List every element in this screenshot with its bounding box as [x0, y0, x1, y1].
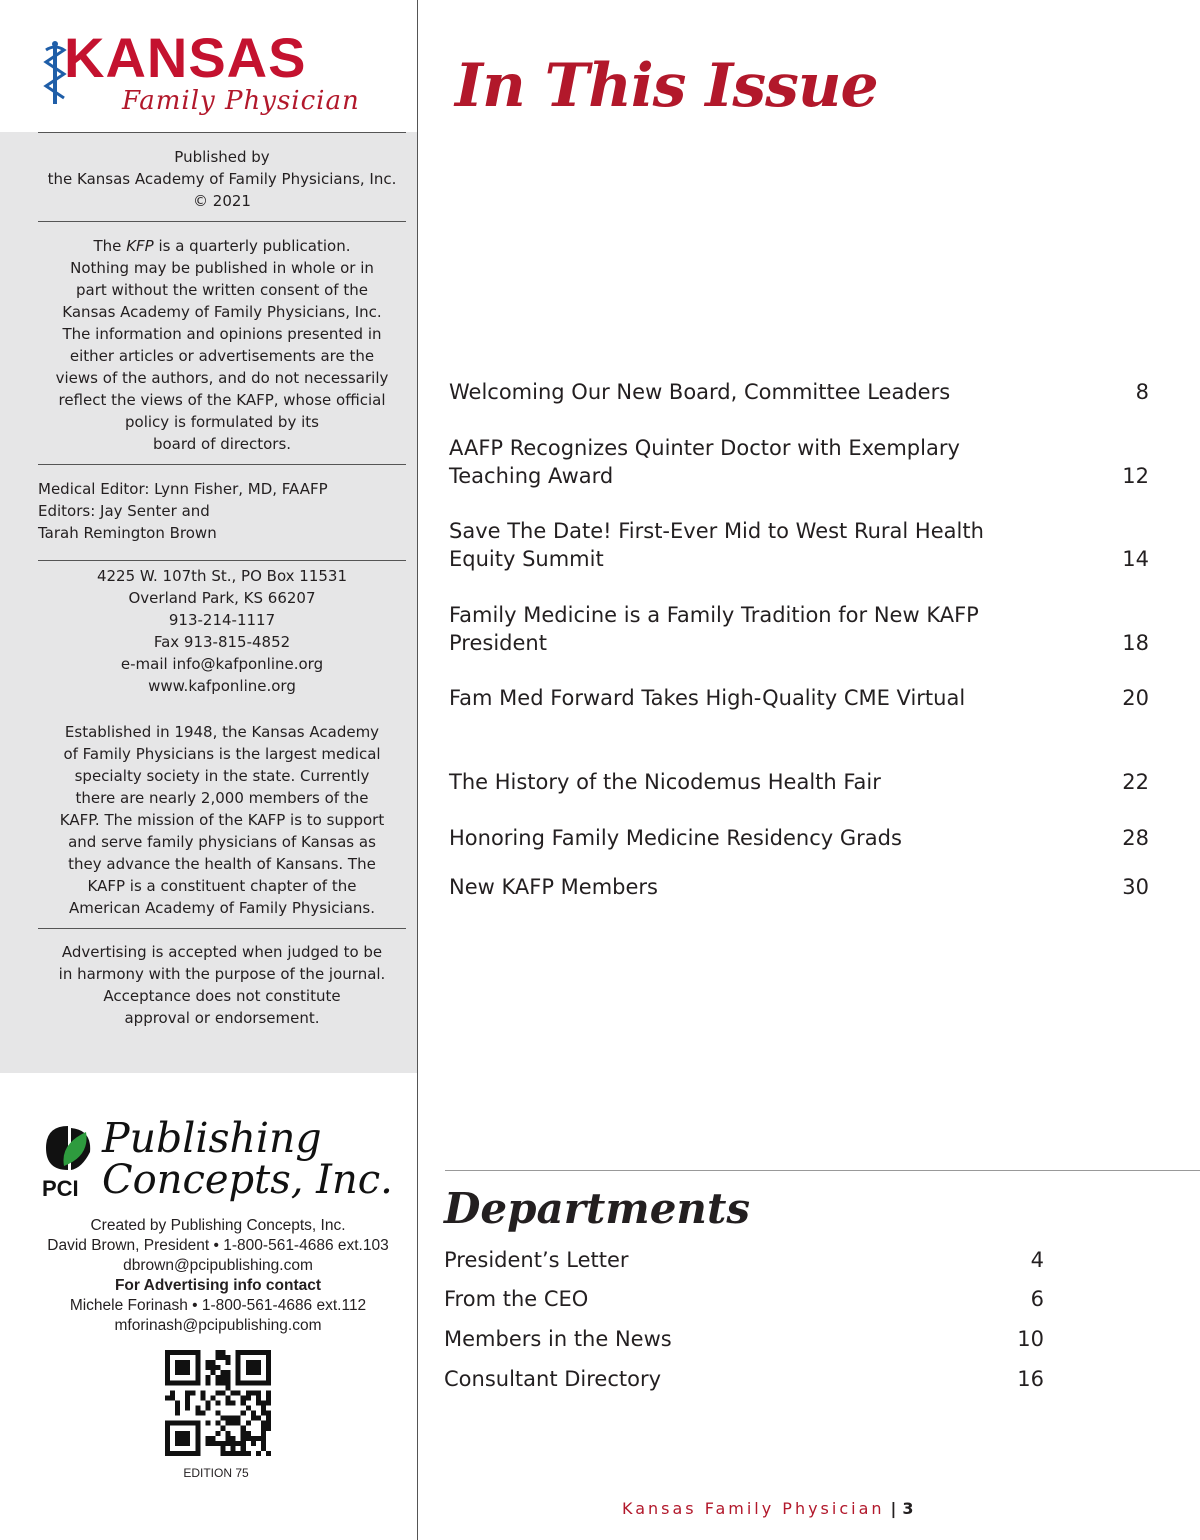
established-line: KAFP is a constituent chapter of the — [87, 877, 357, 895]
advertising-line: Advertising is accepted when judged to be — [61, 943, 383, 961]
department-entry[interactable] — [444, 1246, 1044, 1274]
footer-separator: | — [890, 1499, 897, 1518]
toc-page: 8 — [1135, 380, 1149, 404]
footer-page-number: 3 — [902, 1499, 914, 1518]
established-line: Established in 1948, the Kansas Academy — [64, 723, 380, 741]
established-line: there are nearly 2,000 members of the — [75, 789, 369, 807]
toc-title: Family Medicine is a Family Tradition for New KAFP President — [449, 603, 979, 655]
pci-logo — [40, 1114, 400, 1206]
toc-page: 14 — [1122, 547, 1149, 571]
toc-title: AAFP Recognizes Quinter Doctor with Exemplary Teaching Award — [449, 436, 960, 488]
publisher-line: © 2021 — [193, 192, 251, 210]
pci-name-line1: Publishing — [102, 1114, 322, 1162]
established-line: of Family Physicians is the largest medical — [63, 745, 381, 763]
department-page: 4 — [1030, 1248, 1044, 1272]
credit-line: David Brown, President • 1-800-561-4686 ext.103 — [47, 1237, 389, 1254]
department-title: From the CEO — [444, 1287, 589, 1311]
department-page: 10 — [1017, 1327, 1044, 1351]
departments-divider — [445, 1170, 1200, 1171]
toc-entry[interactable] — [449, 517, 1149, 573]
toc-entry[interactable] — [449, 434, 1149, 490]
established-line: KAFP. The mission of the KAFP is to support — [59, 811, 385, 829]
editor-line: Medical Editor: Lynn Fisher, MD, FAAFP — [38, 480, 328, 498]
advertising-line: in harmony with the purpose of the journal. — [58, 965, 386, 983]
toc-page: 18 — [1122, 631, 1149, 655]
edition-label: EDITION 75 — [183, 1466, 249, 1480]
masthead-family-physician: Family Physician — [122, 86, 360, 116]
editors-block — [38, 478, 406, 544]
toc-title: Welcoming Our New Board, Committee Leaders — [449, 380, 951, 404]
established-line: American Academy of Family Physicians. — [69, 899, 375, 917]
about-line: board of directors. — [152, 435, 292, 453]
established-block — [38, 721, 406, 919]
toc-entry[interactable] — [449, 873, 1149, 901]
toc-entry[interactable] — [449, 378, 1149, 406]
department-title: Members in the News — [444, 1327, 672, 1351]
toc-title: Honoring Family Medicine Residency Grads — [449, 826, 902, 850]
about-line: Nothing may be published in whole or in — [70, 259, 374, 277]
pci-leaf-icon — [42, 1122, 94, 1174]
about-line: Kansas Academy of Family Physicians, Inc. — [62, 303, 382, 321]
department-title: President’s Letter — [444, 1248, 629, 1272]
toc-entry[interactable] — [449, 768, 1149, 796]
divider — [38, 464, 406, 465]
left-column — [0, 0, 418, 1540]
about-line: policy is formulated by its — [125, 413, 319, 431]
toc-page: 28 — [1122, 826, 1149, 850]
pci-abbreviation: PCI — [42, 1176, 79, 1201]
publisher-line: the Kansas Academy of Family Physicians, Inc. — [47, 170, 397, 188]
advertising-block — [38, 941, 406, 1029]
page-footer — [622, 1499, 914, 1518]
toc-title: Save The Date! First-Ever Mid to West Rural Health Equity Summit — [449, 519, 984, 571]
pci-credits — [18, 1216, 418, 1336]
credit-email[interactable]: dbrown@pcipublishing.com — [123, 1257, 313, 1274]
credit-line: Created by Publishing Concepts, Inc. — [90, 1217, 346, 1234]
department-entry[interactable] — [444, 1325, 1044, 1353]
divider — [38, 560, 406, 561]
established-line: and serve family physicians of Kansas as — [68, 833, 376, 851]
toc-page: 12 — [1122, 464, 1149, 488]
toc-title: Fam Med Forward Takes High-Quality CME Virtual — [449, 686, 966, 710]
toc-page: 22 — [1122, 770, 1149, 794]
credit-email[interactable]: mforinash@pcipublishing.com — [114, 1317, 322, 1334]
about-block — [38, 235, 406, 455]
divider — [38, 221, 406, 222]
credit-line: Michele Forinash • 1-800-561-4686 ext.112 — [69, 1297, 367, 1314]
about-line: part without the written consent of the — [76, 281, 368, 299]
fax: Fax 913-815-4852 — [153, 633, 291, 651]
established-line: specialty society in the state. Currently — [74, 767, 370, 785]
about-line: views of the authors, and do not necessarily — [55, 369, 389, 387]
email[interactable]: e-mail info@kafponline.org — [120, 655, 324, 673]
city-line: Overland Park, KS 66207 — [128, 589, 316, 607]
toc-entry[interactable] — [449, 684, 1149, 712]
website-link[interactable]: www.kafponline.org — [148, 677, 296, 695]
qr-code[interactable] — [165, 1350, 271, 1456]
about-line: either articles or advertisements are the — [69, 347, 375, 365]
toc-title: New KAFP Members — [449, 875, 658, 899]
advertising-line: Acceptance does not constitute — [103, 987, 341, 1005]
toc-title: The History of the Nicodemus Health Fair — [449, 770, 881, 794]
toc-page: 20 — [1122, 686, 1149, 710]
address-line: 4225 W. 107th St., PO Box 11531 — [96, 567, 348, 585]
department-entry[interactable] — [444, 1365, 1044, 1393]
masthead-kansas: KANSAS — [64, 26, 307, 89]
department-title: Consultant Directory — [444, 1367, 662, 1391]
advertising-line: approval or endorsement. — [124, 1009, 320, 1027]
about-line: The information and opinions presented in — [62, 325, 382, 343]
pci-name-line2: Concepts, Inc. — [102, 1157, 393, 1203]
publisher-line: Published by — [174, 148, 270, 166]
editor-line: Editors: Jay Senter and — [38, 502, 210, 520]
masthead-logo — [0, 0, 417, 132]
departments-heading: Departments — [444, 1184, 750, 1233]
page-title: In This Issue — [455, 51, 878, 121]
about-line: reflect the views of the KAFP, whose official — [58, 391, 386, 409]
divider — [38, 928, 406, 929]
advertising-contact-heading: For Advertising info contact — [114, 1277, 322, 1294]
toc-entry[interactable] — [449, 601, 1149, 657]
established-line: they advance the health of Kansans. The — [68, 855, 376, 873]
department-page: 6 — [1030, 1287, 1044, 1311]
about-line: The KFP is a quarterly publication. — [93, 237, 351, 255]
publisher-block — [38, 146, 406, 212]
footer-publication: Kansas Family Physician — [622, 1499, 885, 1518]
contact-block — [38, 565, 406, 697]
editor-line: Tarah Remington Brown — [38, 524, 217, 542]
divider — [38, 132, 406, 133]
phone: 913-214-1117 — [168, 611, 276, 629]
toc-entry[interactable] — [449, 824, 1149, 852]
department-entry[interactable] — [444, 1285, 1044, 1313]
toc-page: 30 — [1122, 875, 1149, 899]
department-page: 16 — [1017, 1367, 1044, 1391]
